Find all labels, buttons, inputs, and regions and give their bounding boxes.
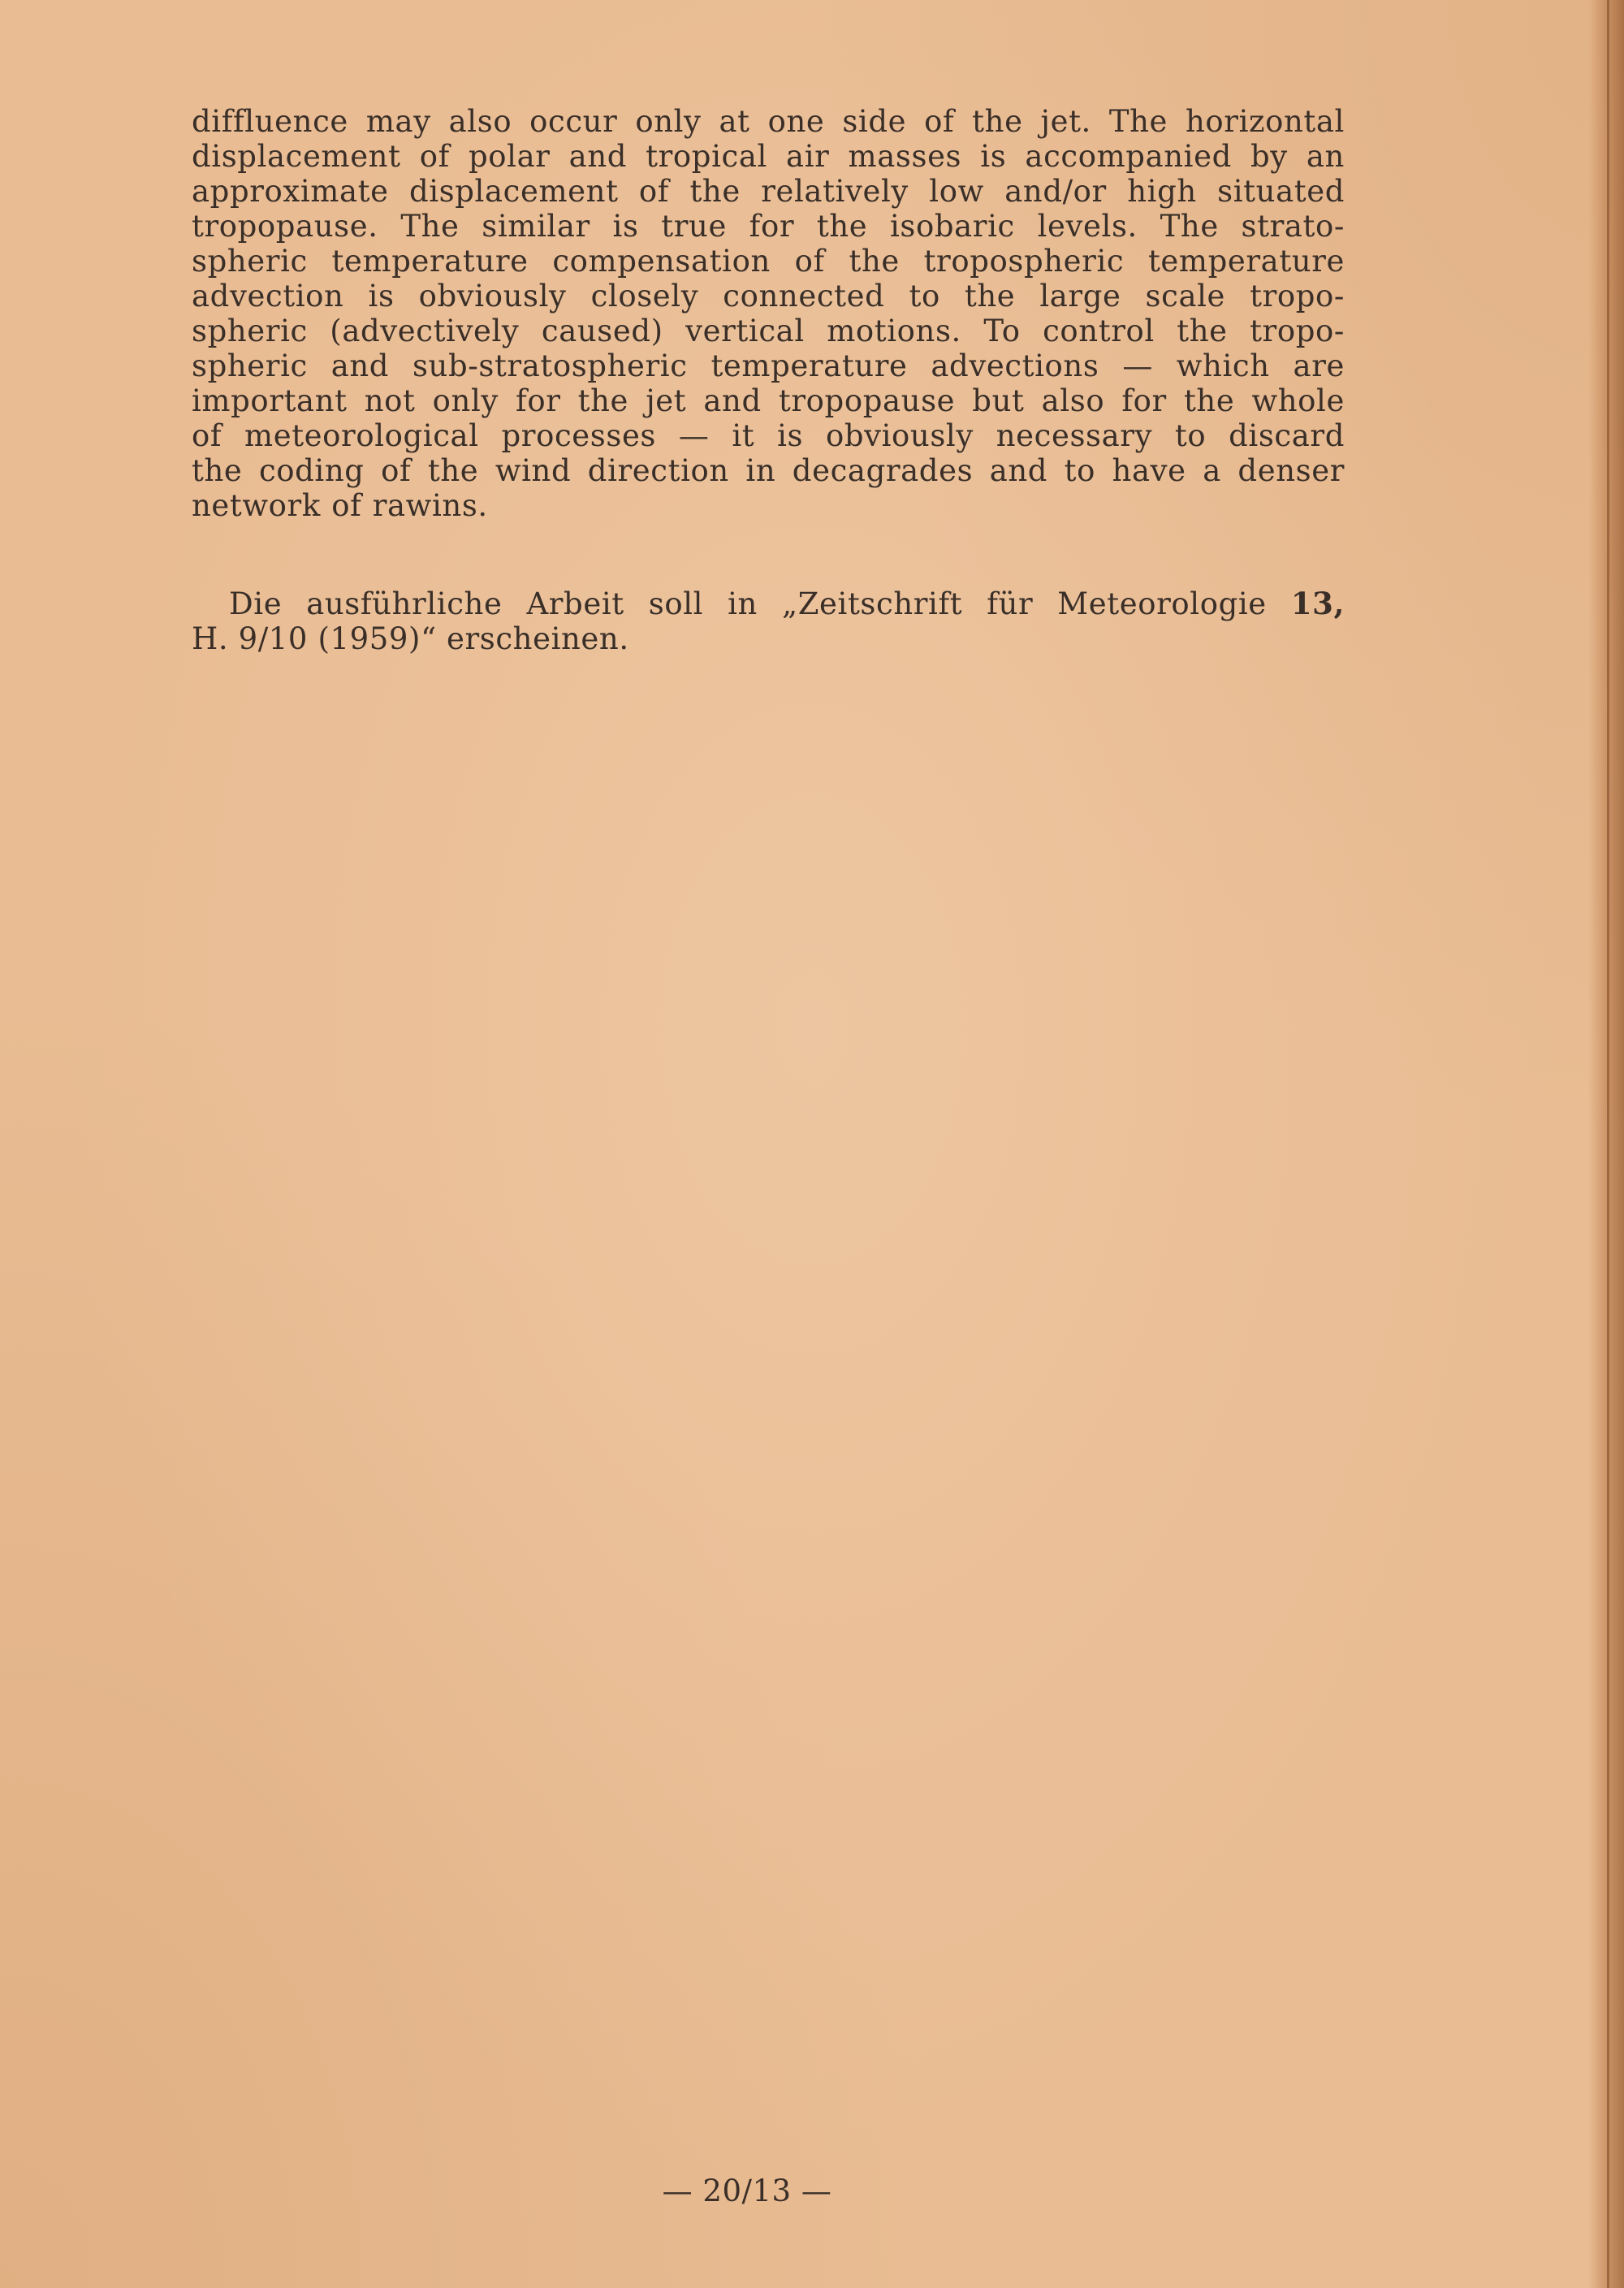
page-number: — 20/13 — <box>662 2173 832 2208</box>
paragraph-line-2: displacement of polar and tropical air masses is accompanied by an <box>192 139 1345 174</box>
publication-note <box>192 586 1345 656</box>
paragraph-line-7: spheric (advectively caused) vertical motions. To control the tropo- <box>192 314 1345 348</box>
page-content <box>192 104 1345 656</box>
binding-edge-line <box>1607 0 1609 2288</box>
paragraph-line-8: spheric and sub-stratospheric temperature advections — which are <box>192 348 1345 383</box>
paragraph-line-12: network of rawins. <box>192 488 488 523</box>
main-paragraph <box>192 104 1345 523</box>
note-volume-number: 13, <box>1290 586 1345 621</box>
paragraph-line-6: advection is obviously closely connected to the large scale tropo- <box>192 279 1345 314</box>
note-line-1-text: Die ausführliche Arbeit soll in „Zeitschrift für Meteorologie <box>229 586 1267 621</box>
note-line-2: H. 9/10 (1959)“ erscheinen. <box>192 621 629 656</box>
paragraph-line-5: spheric temperature compensation of the tropospheric temperature <box>192 244 1345 279</box>
paragraph-line-10: of meteorological processes — it is obviously necessary to discard <box>192 418 1345 453</box>
paragraph-line-11: the coding of the wind direction in decagrades and to have a denser <box>192 453 1345 488</box>
note-line-1 <box>192 586 1345 621</box>
paragraph-line-3: approximate displacement of the relatively low and/or high situated <box>192 174 1345 209</box>
paragraph-line-9: important not only for the jet and tropopause but also for the whole <box>192 383 1345 418</box>
paragraph-line-1: diffluence may also occur only at one side of the jet. The horizontal <box>192 104 1345 139</box>
paragraph-line-4: tropopause. The similar is true for the isobaric levels. The strato- <box>192 209 1345 244</box>
binding-edge-shadow <box>1588 0 1624 2288</box>
page-number-footer <box>0 2173 1494 2208</box>
